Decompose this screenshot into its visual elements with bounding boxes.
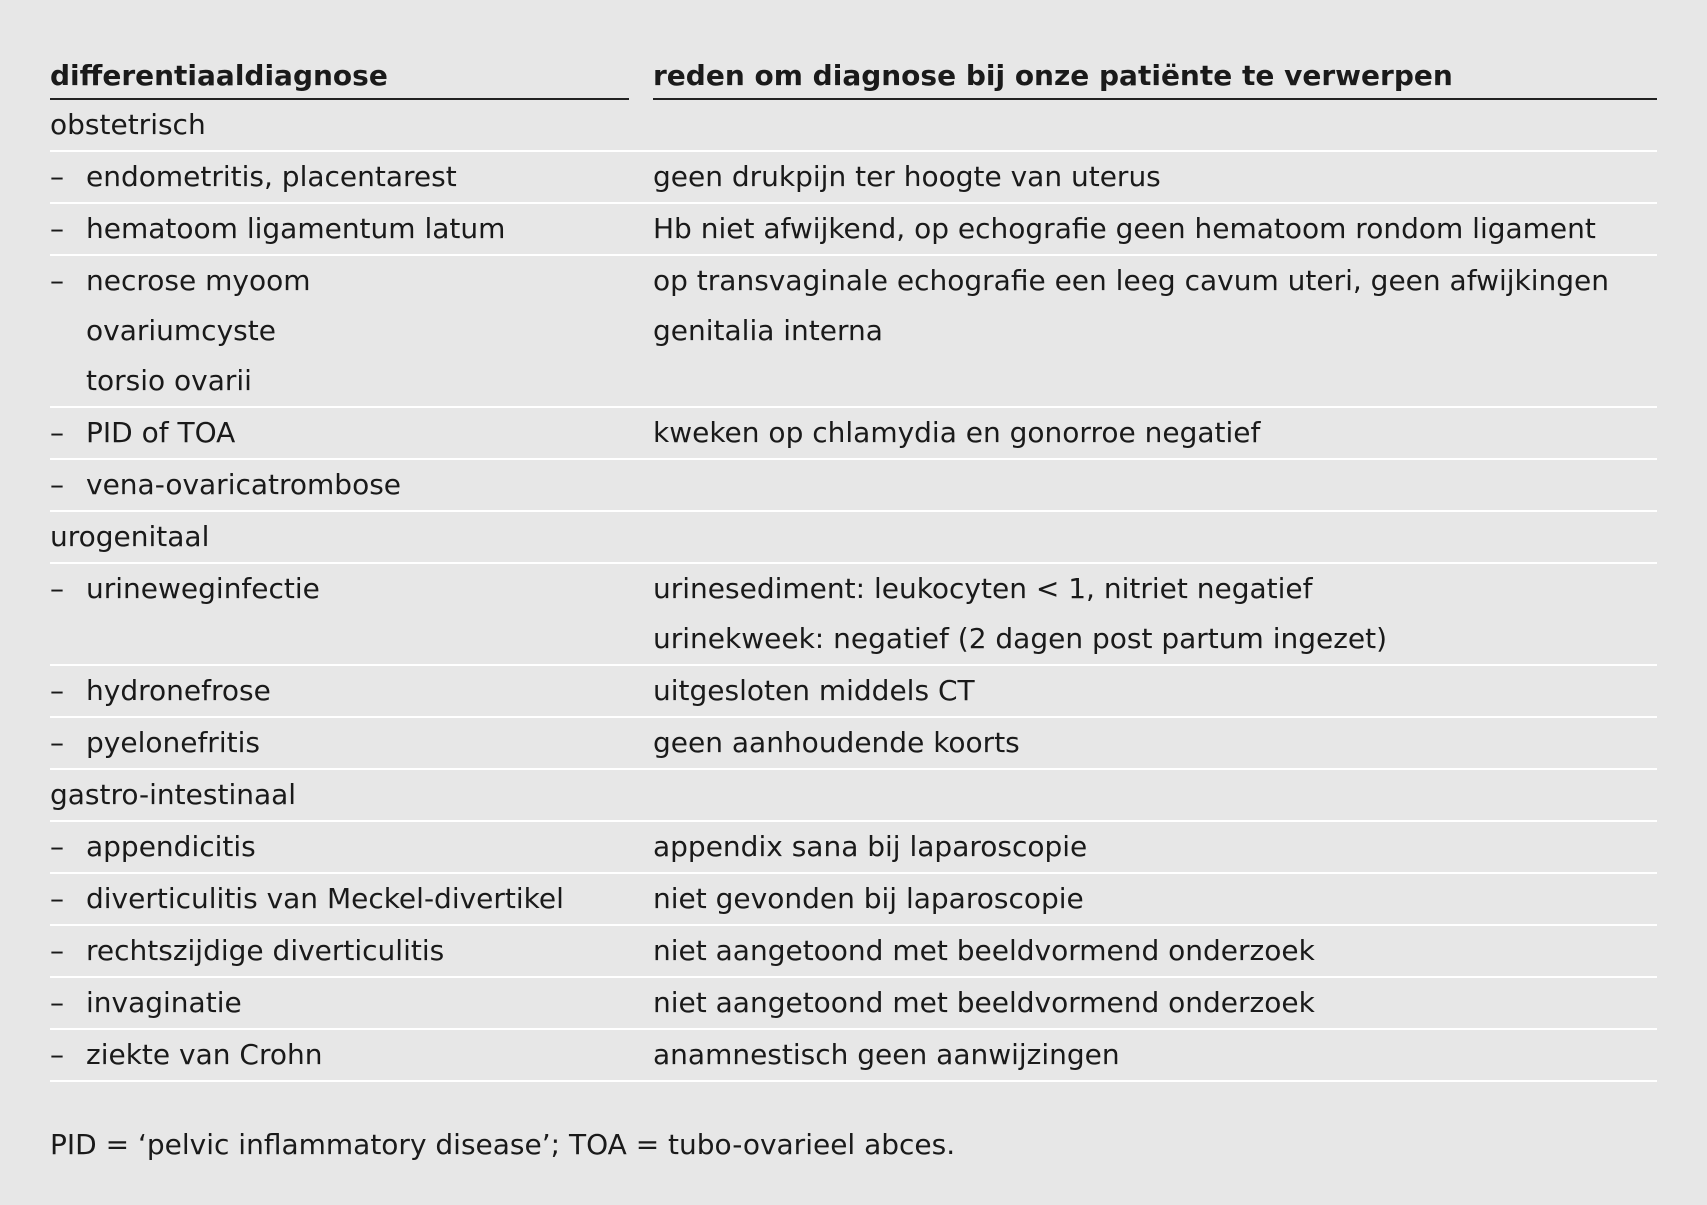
reason-cell: urinekweek: negatief (2 dagen post partum ingezet) — [653, 622, 1388, 655]
diagnosis-cell: invaginatie — [86, 986, 242, 1019]
dash-marker: – — [50, 674, 64, 707]
table-row — [50, 822, 1657, 874]
differential-diagnosis-table — [50, 52, 1657, 1082]
diagnosis-cell: rechtszijdige diverticulitis — [86, 934, 445, 967]
dash-marker: – — [50, 882, 64, 915]
reason-cell: niet gevonden bij laparoscopie — [653, 882, 1084, 915]
diagnosis-cell: diverticulitis van Meckel-divertikel — [86, 882, 564, 915]
footnote: PID = ‘pelvic inflammatory disease’; TOA = tubo-ovarieel abces. — [50, 1128, 956, 1161]
group-row-obstetrisch — [50, 100, 1657, 152]
diagnosis-cell: urineweginfectie — [86, 572, 320, 605]
dash-marker: – — [50, 160, 64, 193]
table-row — [50, 926, 1657, 978]
reason-cell: geen aanhoudende koorts — [653, 726, 1020, 759]
dash-marker: – — [50, 468, 64, 501]
table-row — [50, 408, 1657, 460]
diagnosis-cell: vena-ovaricatrombose — [86, 468, 402, 501]
table-row — [50, 204, 1657, 256]
header-differential-diagnosis: differentiaaldiagnose — [50, 52, 629, 100]
reason-cell: kweken op chlamydia en gonorroe negatief — [653, 416, 1261, 449]
diagnosis-cell: appendicitis — [86, 830, 256, 863]
dash-marker: – — [50, 986, 64, 1019]
reason-cell: niet aangetoond met beeldvormend onderzoek — [653, 934, 1315, 967]
header-reason: reden om diagnose bij onze patiënte te verwerpen — [653, 52, 1657, 100]
table-row — [50, 256, 1657, 408]
reason-cell: uitgesloten middels CT — [653, 674, 975, 707]
table-row — [50, 718, 1657, 770]
dash-marker: – — [50, 212, 64, 245]
group-label: obstetrisch — [50, 108, 206, 141]
dash-marker: – — [50, 830, 64, 863]
dash-marker: – — [50, 572, 64, 605]
diagnosis-cell: hydronefrose — [86, 674, 271, 707]
table-row — [50, 666, 1657, 718]
diagnosis-cell: PID of TOA — [86, 416, 236, 449]
diagnosis-cell: ziekte van Crohn — [86, 1038, 323, 1071]
reason-cell: genitalia interna — [653, 314, 883, 347]
reason-cell: geen drukpijn ter hoogte van uterus — [653, 160, 1161, 193]
table-row — [50, 564, 1657, 666]
dash-marker: – — [50, 264, 64, 297]
group-row-urogenitaal — [50, 512, 1657, 564]
dash-marker: – — [50, 1038, 64, 1071]
dash-marker: – — [50, 416, 64, 449]
group-label: gastro-intestinaal — [50, 778, 297, 811]
diagnosis-cell: endometritis, placentarest — [86, 160, 457, 193]
table-row — [50, 152, 1657, 204]
reason-cell: appendix sana bij laparoscopie — [653, 830, 1088, 863]
reason-cell: urinesediment: leukocyten < 1, nitriet negatief — [653, 572, 1313, 605]
table-row — [50, 978, 1657, 1030]
diagnosis-cell: torsio ovarii — [86, 364, 252, 397]
reason-cell: niet aangetoond met beeldvormend onderzoek — [653, 986, 1315, 1019]
diagnosis-cell: ovariumcyste — [86, 314, 276, 347]
reason-cell: anamnestisch geen aanwijzingen — [653, 1038, 1120, 1071]
reason-cell: op transvaginale echografie een leeg cavum uteri, geen afwijkingen — [653, 264, 1610, 297]
table-row — [50, 460, 1657, 512]
diagnosis-cell: necrose myoom — [86, 264, 311, 297]
reason-cell: Hb niet afwijkend, op echografie geen hematoom rondom ligament — [653, 212, 1596, 245]
group-row-gastro-intestinaal — [50, 770, 1657, 822]
dash-marker: – — [50, 934, 64, 967]
dash-marker: – — [50, 726, 64, 759]
group-label: urogenitaal — [50, 520, 210, 553]
table-header — [50, 52, 1657, 100]
diagnosis-cell: pyelonefritis — [86, 726, 260, 759]
table-row — [50, 1030, 1657, 1082]
diagnosis-cell: hematoom ligamentum latum — [86, 212, 506, 245]
table-row — [50, 874, 1657, 926]
